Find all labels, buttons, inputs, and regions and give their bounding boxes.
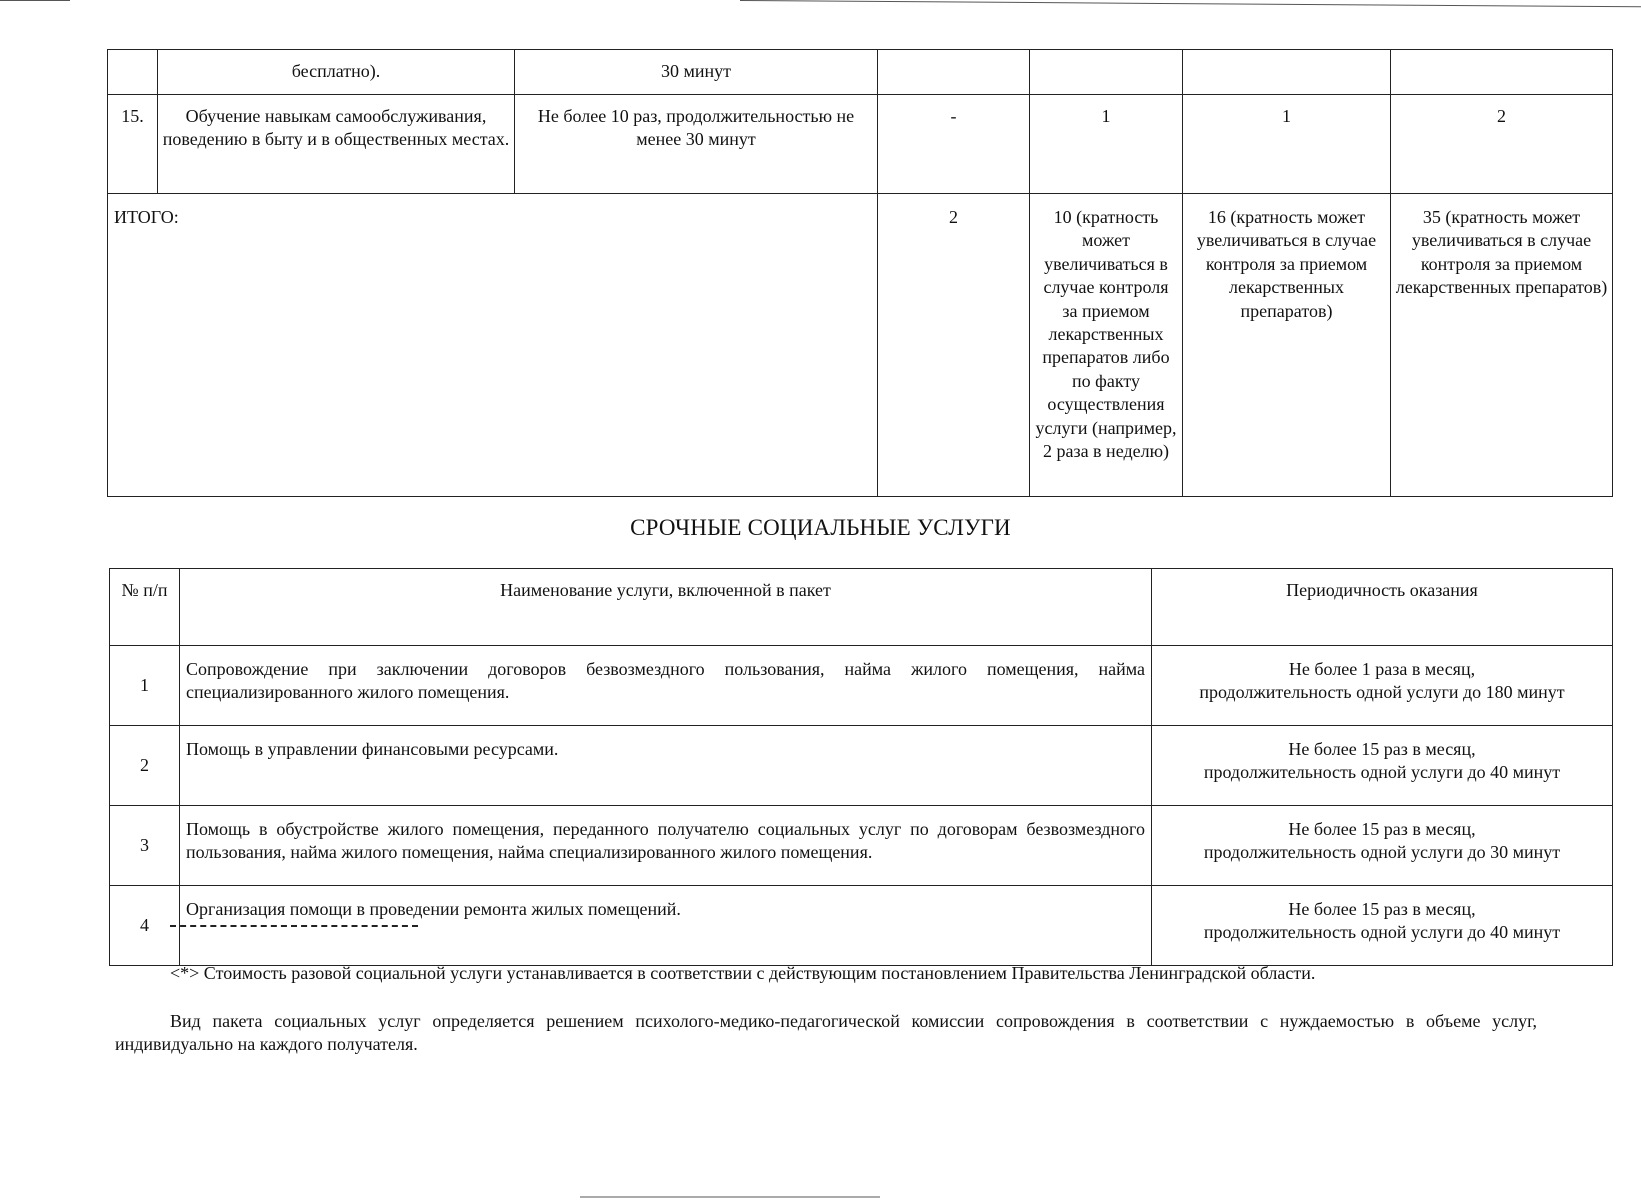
table-row — [108, 50, 1613, 95]
periodicity-duration: продолжительность одной услуги до 30 минут — [1203, 842, 1561, 863]
cell-service-name: Помощь в обустройстве жилого помещения, переданного получателю социальных услуг по договорам безвозмездного пользования, найма жилого помещения, найма специализированного жилого помещения. — [180, 806, 1152, 886]
package-note-text: Вид пакета социальных услуг определяется решением психолого-медико-педагогической комиссии сопровождения в соответствии с нуждаемостью в объеме услуг, индивидуально на каждого получателя. — [115, 1011, 1537, 1055]
services-table-continued — [107, 49, 1613, 497]
table-row — [110, 646, 1613, 726]
cell-num: 2 — [110, 726, 180, 806]
header-row — [110, 569, 1613, 646]
section-heading: СРОЧНЫЕ СОЦИАЛЬНЫЕ УСЛУГИ — [630, 515, 1011, 540]
cell-value — [1391, 50, 1613, 95]
cell-value: - — [878, 95, 1030, 194]
cell-value — [1183, 50, 1391, 95]
cell-service-name: Организация помощи в проведении ремонта жилых помещений. — [180, 886, 1152, 966]
total-label: ИТОГО: — [108, 194, 878, 497]
cell-periodicity — [1152, 646, 1613, 726]
header-num: № п/п — [110, 569, 180, 646]
periodicity-frequency: Не более 15 раз в месяц, — [1288, 739, 1476, 759]
cell-periodicity: 30 минут — [515, 50, 878, 95]
periodicity-frequency: Не более 15 раз в месяц, — [1288, 899, 1476, 919]
scan-edge-left — [0, 0, 70, 1]
total-value: 10 (кратность может увеличиваться в случае контроля за приемом лекарственных препаратов либо по факту осуществления услуги (например, 2 раза в неделю) — [1030, 194, 1183, 497]
periodicity-duration: продолжительность одной услуги до 40 минут — [1203, 762, 1561, 783]
cell-periodicity — [1152, 886, 1613, 966]
footnote-text: <*> Стоимость разовой социальной услуги устанавливается в соответствии с действующим постановлением Правительства Ленинградской области. — [170, 963, 1316, 983]
cell-num: 1 — [110, 646, 180, 726]
cell-num: 4 — [110, 886, 180, 966]
cell-service-name: Обучение навыкам самообслуживания, поведению в быту и в общественных местах. — [158, 95, 515, 194]
footnote-separator — [170, 925, 418, 927]
cell-service-name: Помощь в управлении финансовыми ресурсами. — [180, 726, 1152, 806]
urgent-services-table — [109, 568, 1613, 966]
cell-num: 15. — [108, 95, 158, 194]
periodicity-frequency: Не более 1 раза в месяц, — [1288, 659, 1476, 679]
periodicity-frequency: Не более 15 раз в месяц, — [1288, 819, 1476, 839]
cell-num: 3 — [110, 806, 180, 886]
cell-num — [108, 50, 158, 95]
cell-periodicity: Не более 10 раз, продолжительностью не менее 30 минут — [515, 95, 878, 194]
table-row — [110, 806, 1613, 886]
cell-periodicity — [1152, 726, 1613, 806]
periodicity-duration: продолжительность одной услуги до 180 минут — [1199, 682, 1565, 703]
total-value: 35 (кратность может увеличиваться в случае контроля за приемом лекарственных препаратов) — [1391, 194, 1613, 497]
cell-service-name: бесплатно). — [158, 50, 515, 95]
table-row — [110, 726, 1613, 806]
header-service-name: Наименование услуги, включенной в пакет — [180, 569, 1152, 646]
cell-value: 2 — [1391, 95, 1613, 194]
periodicity-duration: продолжительность одной услуги до 40 минут — [1203, 922, 1561, 943]
scan-edge-right — [740, 0, 1641, 7]
cell-value — [878, 50, 1030, 95]
total-value: 2 — [878, 194, 1030, 497]
total-row — [108, 194, 1613, 497]
cell-periodicity — [1152, 806, 1613, 886]
cell-value: 1 — [1183, 95, 1391, 194]
total-value: 16 (кратность может увеличиваться в случае контроля за приемом лекарственных препаратов) — [1183, 194, 1391, 497]
table-row — [108, 95, 1613, 194]
cell-value — [1030, 50, 1183, 95]
header-periodicity: Периодичность оказания — [1152, 569, 1613, 646]
cell-value: 1 — [1030, 95, 1183, 194]
cell-service-name: Сопровождение при заключении договоров безвозмездного пользования, найма жилого помещения, найма специализированного жилого помещения. — [180, 646, 1152, 726]
scan-edge-bottom — [580, 1196, 880, 1198]
